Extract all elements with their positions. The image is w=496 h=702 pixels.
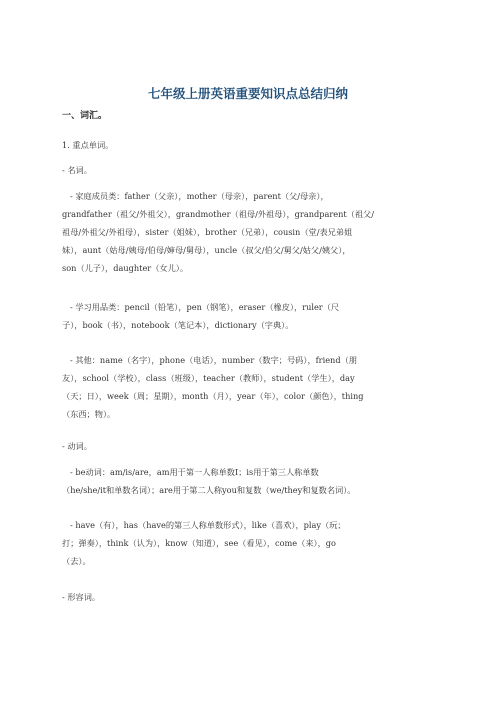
- text-line: 1. 重点单词。: [62, 140, 114, 150]
- text-line: - 家庭成员类：father（父亲），mother（母亲），parent（父/母亲），: [70, 191, 329, 201]
- section-heading-vocabulary: 一、词汇。: [62, 111, 108, 121]
- text-line: - 动词。: [62, 441, 92, 451]
- text-line: （天；日），week（周；星期），month（月），year（年），color（颜色），thing: [62, 391, 364, 401]
- paragraph-other-verbs: [62, 516, 437, 570]
- text-line: - 形容词。: [62, 592, 101, 602]
- subheading-verbs: [62, 437, 437, 455]
- document-title: 七年级上册英语重要知识点总结归纳: [147, 86, 348, 101]
- text-line: 打；弹奏），think（认为），know（知道），see（看见），come（来），go: [62, 538, 336, 548]
- text-line: - 学习用品类：pencil（铅笔），pen（钢笔），eraser（橡皮），ruler（尺: [70, 302, 340, 312]
- text-line: - have（有），has（have的第三人称单数形式），like（喜欢），play（玩；: [70, 520, 346, 530]
- text-line: （he/she/it和单数名词）；are用于第二人称you和复数（we/they和复数名词）。: [62, 485, 356, 495]
- paragraph-other-nouns: [62, 351, 437, 423]
- paragraph-be-verb: [62, 463, 437, 499]
- text-line: 子），book（书），notebook（笔记本），dictionary（字典）。: [62, 320, 294, 330]
- paragraph-school-supplies: [62, 298, 437, 334]
- text-line: 祖母/外祖父/外祖母），sister（姐妹），brother（兄弟），cousin（堂/表兄弟姐: [62, 227, 353, 237]
- text-line: 妹），aunt（姑母/姨母/伯母/婶母/舅母），uncle（叔父/伯父/舅父/姑父/姨父），: [62, 245, 351, 255]
- text-line: - be动词：am/is/are，am用于第一人称单数I；is用于第三人称单数: [70, 467, 319, 477]
- text-line: （去）。: [62, 556, 91, 566]
- paragraph-family-members: [62, 187, 437, 277]
- text-line: - 其他：name（名字），phone（电话），number（数字；号码），friend（朋: [70, 355, 357, 365]
- text-line: - 名词。: [62, 165, 92, 175]
- text-line: （东西；物）。: [62, 409, 116, 419]
- subheading-adjectives: [62, 588, 437, 606]
- text-line: 友），school（学校），class（班级），teacher（教师），student（学生），day: [62, 373, 355, 383]
- item-key-words: [62, 136, 437, 154]
- text-line: grandfather（祖父/外祖父），grandmother（祖母/外祖母），grandparent（祖父/: [62, 209, 374, 219]
- text-line: son（儿子），daughter（女儿）。: [62, 263, 189, 273]
- subheading-nouns: [62, 161, 437, 179]
